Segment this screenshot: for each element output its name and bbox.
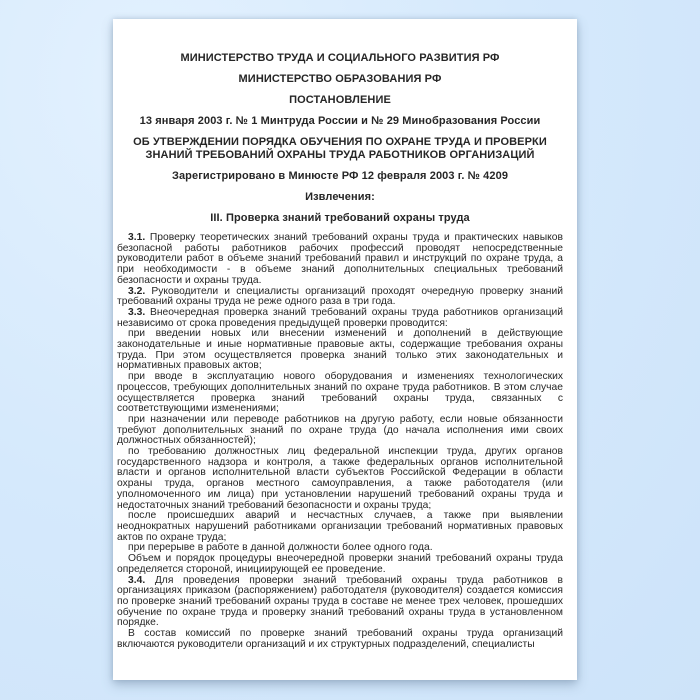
document-type: ПОСТАНОВЛЕНИЕ — [289, 94, 391, 106]
paragraph-text: при перерыве в работе в данной должности более одного года. — [128, 542, 433, 554]
paragraph-commission — [117, 629, 563, 650]
document-body — [117, 233, 563, 650]
paragraph-case-transfer — [117, 415, 563, 447]
paragraph-text: при назначении или переводе работников на другую работу, если новые обязанности требуют дополнительных знаний по охране труда (до начала исполнения ими своих должностных обязанностей); — [117, 413, 563, 447]
paragraph-text: по требованию должностных лиц федеральной инспекции труда, других органов государственного надзора и контроля, а также федеральных органов исполнительной власти и органов исполнительной власти субъектов Российской Федерации в области охраны труда, органов местного самоуправления, а также работодателя (или уполномоченного им лица) при установлении нарушений требований охраны труда и недостаточных знаний требований безопасности и охраны труда; — [117, 446, 563, 511]
document-date-line: 13 января 2003 г. № 1 Минтруда России и № 29 Минобразования России — [139, 115, 541, 127]
paragraph-scope — [117, 554, 563, 575]
document-title: ОБ УТВЕРЖДЕНИИ ПОРЯДКА ОБУЧЕНИЯ ПО ОХРАНЕ ТРУДА И ПРОВЕРКИ ЗНАНИЙ ТРЕБОВАНИЙ ОХРАНЫ ТРУДА РАБОТНИКОВ ОРГАНИЗАЦИЙ — [133, 136, 547, 161]
paragraph-case-new-acts — [117, 329, 563, 372]
paragraph-3-4 — [117, 576, 563, 630]
paragraph-case-accidents — [117, 511, 563, 543]
paragraph-text: Руководители и специалисты организаций проходят очередную проверку знаний требований охраны труда не реже одного раза в три года. — [117, 285, 563, 308]
paragraph-text: Внеочередная проверка знаний требований охраны труда работников организаций независимо от срока проведения предыдущей проверки проводится: — [117, 306, 563, 329]
paragraph-number: 3.1. — [128, 232, 146, 243]
paragraph-case-demand — [117, 447, 563, 511]
paragraph-text: Проверку теоретических знаний требований охраны труда и практических навыков безопасной работы работников рабочих профессий проводят непосредственные руководители работ в объеме знаний требований правил и инструкций по охране труда, а при необходимости - в объеме знаний дополнительных специальных требований безопасности и охраны труда. — [117, 232, 563, 286]
paragraph-text: В состав комиссий по проверке знаний требований охраны труда организаций включаются руководители организаций и их структурных подразделений, специалисты — [117, 628, 563, 650]
document-page — [113, 19, 577, 680]
paragraph-text: Объем и порядок процедуры внеочередной проверки знаний требований охраны труда определяется стороной, инициирующей ее проведение. — [117, 553, 563, 575]
ministry-line-2: МИНИСТЕРСТВО ОБРАЗОВАНИЯ РФ — [238, 73, 442, 85]
paragraph-number: 3.3. — [128, 306, 146, 318]
paragraph-3-2 — [117, 287, 563, 308]
paragraph-text: после происшедших аварий и несчастных случаев, а также при выявлении неоднократных нарушений работниками организации требований нормативных правовых актов по охране труда; — [117, 510, 563, 543]
paragraph-text: при вводе в эксплуатацию нового оборудования и изменениях технологических процессов, требующих дополнительных знаний по охране труда работников. В этом случае осуществляется проверка знаний требований охраны труда, связанных с соответствующими изменениями; — [117, 371, 563, 415]
ministry-line-1: МИНИСТЕРСТВО ТРУДА И СОЦИАЛЬНОГО РАЗВИТИЯ РФ — [180, 52, 500, 64]
section-title: III. Проверка знаний требований охраны труда — [210, 212, 470, 224]
paragraph-text: при введении новых или внесении изменений и дополнений в действующие законодательные и иные нормативные правовые акты, содержащие требования охраны труда. При этом осуществляется проверка знаний только этих законодательных и нормативных правовых актов; — [117, 328, 563, 372]
registration-line: Зарегистрировано в Минюсте РФ 12 февраля 2003 г. № 4209 — [171, 170, 509, 182]
paragraph-case-new-equipment — [117, 372, 563, 415]
paragraph-text: Для проведения проверки знаний требований охраны труда работников в организациях приказом (распоряжением) работодателя (руководителя) создается комиссия по проверке знаний требований охраны труда в составе не менее трех человек, прошедших обучение по охране труда и проверку знаний требований охраны труда в установленном порядке. — [117, 574, 563, 629]
paragraph-3-3 — [117, 308, 563, 329]
extracts-label: Извлечения: — [305, 191, 375, 203]
paragraph-3-1 — [117, 233, 563, 287]
paragraph-number: 3.2. — [128, 285, 146, 297]
paragraph-number: 3.4. — [128, 574, 146, 586]
